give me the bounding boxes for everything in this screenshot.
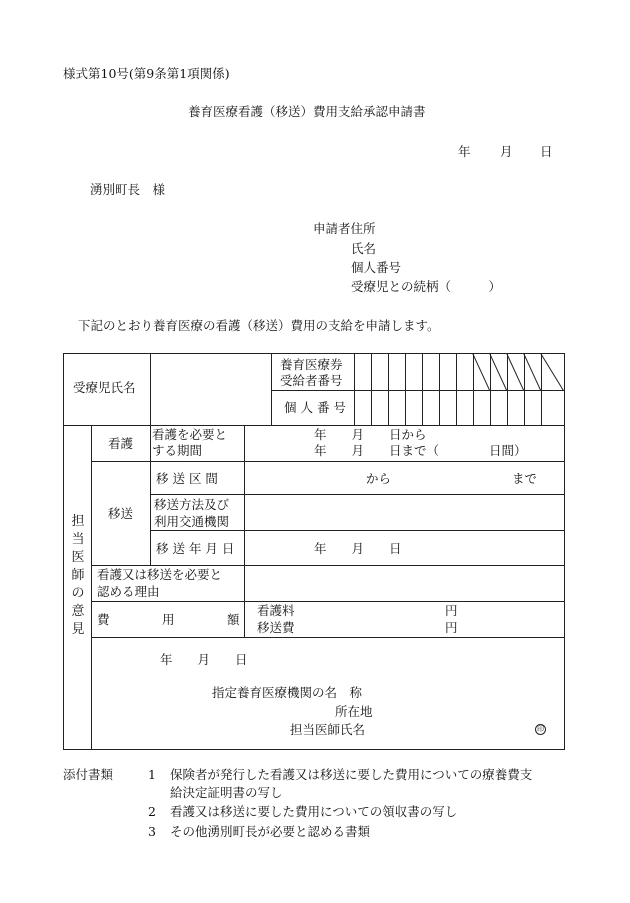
date-day: 日 xyxy=(540,144,553,159)
table-line xyxy=(63,353,64,750)
table-line xyxy=(91,637,565,638)
reason-label-line1: 看護又は移送を必要と xyxy=(97,567,223,582)
table-line xyxy=(91,565,565,566)
attachment-number: 2 xyxy=(148,804,156,819)
table-line xyxy=(63,425,565,426)
table-line xyxy=(507,353,508,425)
form-title: 養育医療看護（移送）費用支給承認申請書 xyxy=(188,104,426,119)
applicant-relationship: 受療児との続柄（ ） xyxy=(351,279,502,294)
table-line xyxy=(439,353,440,425)
attachment-number: 1 xyxy=(148,767,156,782)
table-line xyxy=(456,353,457,425)
cost-label-char: 額 xyxy=(227,612,240,627)
transport-section-to: まで xyxy=(512,471,538,486)
intro-text: 下記のとおり養育医療の看護（移送）費用の支給を申請します。 xyxy=(78,318,440,333)
patient-name-label: 受療児氏名 xyxy=(73,380,136,395)
doctor-name-label: 担当医師氏名 xyxy=(290,722,366,737)
attachments-label: 添付書類 xyxy=(63,767,114,782)
transport-date-label: 移 送 年 月 日 xyxy=(156,541,235,556)
institution-name-label: 指定養育医療機関の名 称 xyxy=(212,685,363,700)
applicant-address: 申請者住所 xyxy=(313,221,376,236)
certificate-label-line2: 受給者番号 xyxy=(280,373,343,388)
transport-section-from: から xyxy=(366,471,392,486)
transport-fee-yen: 円 xyxy=(445,620,458,635)
attachment-item-3: その他湧別町長が必要と認める書類 xyxy=(170,824,371,839)
table-line xyxy=(405,353,406,425)
addressee: 湧別町長 様 xyxy=(90,182,166,197)
table-line xyxy=(150,530,565,531)
table-line xyxy=(371,353,372,425)
table-line xyxy=(91,425,92,750)
transport-section-label: 移 送 区 間 xyxy=(156,471,218,486)
table-line xyxy=(150,494,565,495)
table-line xyxy=(244,425,245,637)
table-line xyxy=(150,353,151,425)
personal-number-label: 個 人 番 号 xyxy=(284,400,346,415)
transport-method-label-line1: 移送方法及び xyxy=(154,497,230,512)
diagonal-strike xyxy=(540,353,564,391)
table-line xyxy=(63,749,565,750)
care-fee-label: 看護料 xyxy=(257,603,295,618)
attachment-item-1: 保険者が発行した看護又は移送に要した費用についての療養費支 xyxy=(170,767,533,782)
table-line xyxy=(150,425,151,565)
applicant-personal-number: 個人番号 xyxy=(351,260,402,275)
care-period-label-line2: する期間 xyxy=(152,443,203,458)
certificate-label-line1: 養育医療券 xyxy=(280,357,343,372)
transport-method-label-line2: 利用交通機関 xyxy=(154,514,230,529)
table-line xyxy=(524,353,525,425)
care-label: 看護 xyxy=(108,436,134,451)
form-number: 様式第10号(第9条第1項関係) xyxy=(63,66,230,81)
doctor-date: 年 月 日 xyxy=(160,652,248,667)
table-line xyxy=(490,353,491,425)
diagonal-strike xyxy=(523,353,541,391)
attachment-item-2: 看護又は移送に要した費用についての領収書の写し xyxy=(170,804,458,819)
table-line xyxy=(354,353,355,425)
care-period-label-line1: 看護を必要と xyxy=(152,427,228,442)
care-period-from: 年 月 日から xyxy=(314,427,427,442)
table-line xyxy=(91,601,565,602)
care-period-to: 年 月 日まで（ 日間） xyxy=(314,443,527,458)
table-line xyxy=(91,461,565,462)
applicant-name: 氏名 xyxy=(351,241,377,256)
doctor-opinion-label: 担 当 医 師 の 意 見 xyxy=(71,514,85,637)
reason-label-line2: 認める理由 xyxy=(97,584,160,599)
seal-icon: 印 xyxy=(537,725,544,733)
transport-date-value: 年 月 日 xyxy=(314,541,402,556)
diagonal-strike xyxy=(506,353,524,391)
diagonal-strike xyxy=(489,353,507,391)
date-year: 年 xyxy=(458,144,471,159)
attachment-item-1-cont: 給決定証明書の写し xyxy=(170,785,283,800)
table-line xyxy=(541,353,542,425)
cost-label-char: 費 xyxy=(97,612,110,627)
transport-label: 移送 xyxy=(108,506,134,521)
table-line xyxy=(564,353,565,750)
cost-label-char: 用 xyxy=(162,612,175,627)
table-line xyxy=(473,353,474,425)
date-month: 月 xyxy=(500,144,513,159)
diagonal-strike xyxy=(472,353,490,391)
table-line xyxy=(388,353,389,425)
table-line xyxy=(422,353,423,425)
table-line xyxy=(271,353,272,425)
table-line xyxy=(271,390,565,391)
institution-location-label: 所在地 xyxy=(335,704,373,719)
attachment-number: 3 xyxy=(148,824,156,839)
transport-fee-label: 移送費 xyxy=(257,620,295,635)
care-fee-yen: 円 xyxy=(445,603,458,618)
